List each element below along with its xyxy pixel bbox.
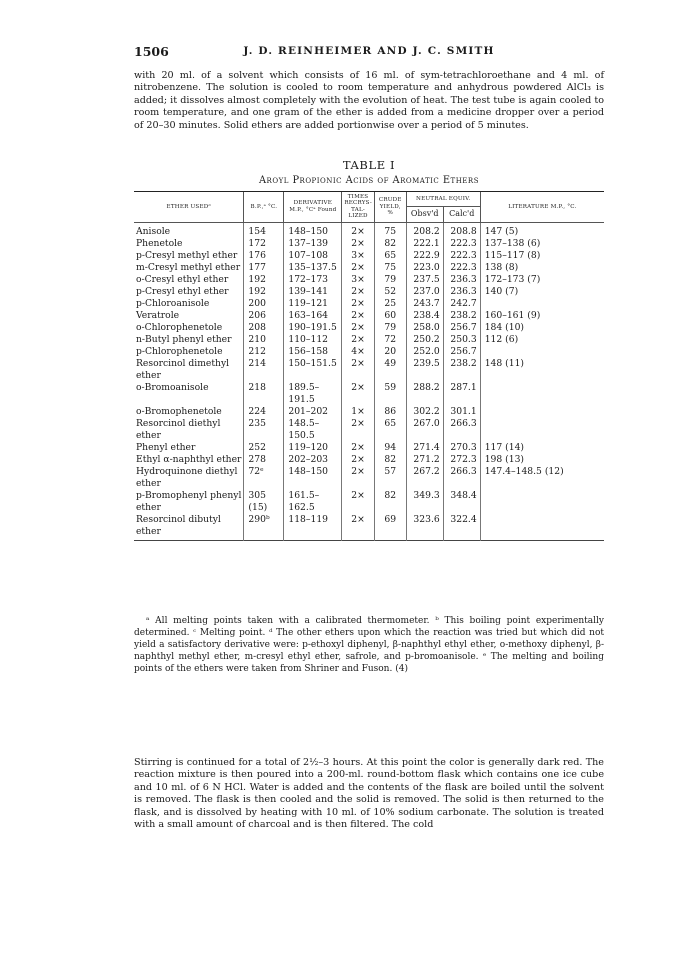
bp-cell: 200 xyxy=(244,298,284,310)
mp-cell: 107–108 xyxy=(284,250,342,262)
calculated-cell: 236.3 xyxy=(443,286,480,298)
literature-cell: 147 (5) xyxy=(480,222,604,238)
ether-cell: p-Cresyl ethyl ether xyxy=(136,285,229,297)
yield-cell: 72 xyxy=(374,334,406,346)
literature-cell xyxy=(480,490,604,514)
yield-cell: 20 xyxy=(374,346,406,358)
yield-cell: 49 xyxy=(374,358,406,382)
ether-cell: o-Bromophenetole xyxy=(136,405,222,417)
bp-cell: 172 xyxy=(244,238,284,250)
literature-cell: 148 (11) xyxy=(480,358,604,382)
bp-cell: 290ᵇ xyxy=(244,514,284,541)
table-caption xyxy=(134,158,604,186)
ether-cell: o-Bromoanisole xyxy=(136,381,209,393)
calculated-cell: 256.7 xyxy=(443,346,480,358)
literature-cell xyxy=(480,418,604,442)
ether-cell: Resorcinol dibutyl ether xyxy=(136,513,221,537)
recryst-cell: 1× xyxy=(342,406,374,418)
table-number: TABLE I xyxy=(342,158,396,172)
table-row xyxy=(134,358,604,382)
ether-cell: m-Cresyl methyl ether xyxy=(136,261,241,273)
ether-cell: Veratrole xyxy=(136,309,180,321)
col-yield-header: CRUDE YIELD, % xyxy=(374,192,406,223)
yield-cell: 65 xyxy=(374,418,406,442)
literature-cell: 140 (7) xyxy=(480,286,604,298)
yield-cell: 75 xyxy=(374,222,406,238)
observed-cell: 239.5 xyxy=(406,358,443,382)
bp-cell: 176 xyxy=(244,250,284,262)
table-row xyxy=(134,274,604,286)
bp-cell: 305 (15) xyxy=(244,490,284,514)
ether-cell: p-Cresyl methyl ether xyxy=(136,249,238,261)
ether-cell: o-Chlorophenetole xyxy=(136,321,223,333)
observed-cell: 223.0 xyxy=(406,262,443,274)
observed-cell: 252.0 xyxy=(406,346,443,358)
ether-cell: Phenyl ether xyxy=(136,441,196,453)
mp-cell: 119–121 xyxy=(284,298,342,310)
mp-cell: 137–139 xyxy=(284,238,342,250)
recryst-cell: 4× xyxy=(342,346,374,358)
ether-cell: p-Chloroanisole xyxy=(136,297,210,309)
bp-cell: 252 xyxy=(244,442,284,454)
calculated-cell: 238.2 xyxy=(443,358,480,382)
ether-cell: p-Bromophenyl phenyl ether xyxy=(136,489,242,513)
body-paragraph-bottom: Stirring is continued for a total of 2½–3 hours. At this point the color is generally dark red. The reaction mixture is then poured into a 200-ml. round-bottom flask which contains one ice cube and 10 ml. of 6 N HCl. Water is added and the contents of the flask are boiled until the solvent is removed. The flask is then cooled and the solid is removed. The solid is then returned to the flask, and is dissolved by heating with 10 ml. of 10% sodium carbonate. The solution is treated with a small amount of charcoal and is then filtered. The cold xyxy=(134,757,604,831)
calculated-cell: 266.3 xyxy=(443,466,480,490)
calculated-cell: 222.3 xyxy=(443,262,480,274)
mp-cell: 189.5–191.5 xyxy=(284,382,342,406)
bp-cell: 206 xyxy=(244,310,284,322)
mp-cell: 150–151.5 xyxy=(284,358,342,382)
table-body xyxy=(134,222,604,540)
table-row xyxy=(134,406,604,418)
bp-cell: 224 xyxy=(244,406,284,418)
recryst-cell: 2× xyxy=(342,238,374,250)
bp-cell: 235 xyxy=(244,418,284,442)
table-row xyxy=(134,382,604,406)
yield-cell: 94 xyxy=(374,442,406,454)
literature-cell xyxy=(480,382,604,406)
literature-cell: 137–138 (6) xyxy=(480,238,604,250)
recryst-cell: 2× xyxy=(342,442,374,454)
col-ether-header: ETHER USEDᵈ xyxy=(134,192,244,223)
table-row xyxy=(134,490,604,514)
table-row xyxy=(134,466,604,490)
literature-cell: 138 (8) xyxy=(480,262,604,274)
col-recryst-header: TIMES RECRYS-TAL-LIZED xyxy=(342,192,374,223)
calculated-cell: 222.3 xyxy=(443,238,480,250)
table-row xyxy=(134,442,604,454)
yield-cell: 65 xyxy=(374,250,406,262)
calculated-cell: 250.3 xyxy=(443,334,480,346)
calculated-cell: 266.3 xyxy=(443,418,480,442)
mp-cell: 190–191.5 xyxy=(284,322,342,334)
recryst-cell: 2× xyxy=(342,310,374,322)
bp-cell: 72ᵉ xyxy=(244,466,284,490)
ether-cell: Resorcinol dimethyl ether xyxy=(136,357,230,381)
col-bp-header: B.P.,ᵃ °C. xyxy=(244,192,284,223)
recryst-cell: 2× xyxy=(342,222,374,238)
observed-cell: 208.2 xyxy=(406,222,443,238)
mp-cell: 172–173 xyxy=(284,274,342,286)
literature-cell xyxy=(480,346,604,358)
literature-cell: 115–117 (8) xyxy=(480,250,604,262)
table-row xyxy=(134,222,604,238)
literature-cell: 184 (10) xyxy=(480,322,604,334)
literature-cell: 117 (14) xyxy=(480,442,604,454)
yield-cell: 79 xyxy=(374,274,406,286)
mp-cell: 163–164 xyxy=(284,310,342,322)
recryst-cell: 2× xyxy=(342,358,374,382)
mp-cell: 139–141 xyxy=(284,286,342,298)
recryst-cell: 2× xyxy=(342,382,374,406)
recryst-cell: 2× xyxy=(342,454,374,466)
bp-cell: 192 xyxy=(244,274,284,286)
mp-cell: 148–150 xyxy=(284,222,342,238)
observed-cell: 222.1 xyxy=(406,238,443,250)
ether-cell: Ethyl α-naphthyl ether xyxy=(136,453,242,465)
recryst-cell: 2× xyxy=(342,334,374,346)
yield-cell: 82 xyxy=(374,490,406,514)
literature-cell: 172–173 (7) xyxy=(480,274,604,286)
calculated-cell: 208.8 xyxy=(443,222,480,238)
table-row xyxy=(134,454,604,466)
yield-cell: 75 xyxy=(374,262,406,274)
observed-cell: 237.5 xyxy=(406,274,443,286)
calculated-cell: 287.1 xyxy=(443,382,480,406)
calculated-cell: 236.3 xyxy=(443,274,480,286)
calculated-cell: 242.7 xyxy=(443,298,480,310)
observed-cell: 237.0 xyxy=(406,286,443,298)
col-calculated-header: Calc'd xyxy=(443,207,480,222)
col-derivative-header: DERIVATIVE M.P., °Cᵃ Found xyxy=(284,192,342,223)
bp-cell: 218 xyxy=(244,382,284,406)
mp-cell: 118–119 xyxy=(284,514,342,541)
mp-cell: 119–120 xyxy=(284,442,342,454)
col-observed-header: Obsv'd xyxy=(406,207,443,222)
literature-cell: 112 (6) xyxy=(480,334,604,346)
ether-cell: Anisole xyxy=(136,225,171,237)
results-table xyxy=(134,191,604,541)
yield-cell: 25 xyxy=(374,298,406,310)
recryst-cell: 2× xyxy=(342,298,374,310)
literature-cell: 147.4–148.5 (12) xyxy=(480,466,604,490)
table-row xyxy=(134,286,604,298)
bp-cell: 210 xyxy=(244,334,284,346)
calculated-cell: 301.1 xyxy=(443,406,480,418)
yield-cell: 52 xyxy=(374,286,406,298)
yield-cell: 86 xyxy=(374,406,406,418)
table-title: Aroyl Propionic Acids of Aromatic Ethers xyxy=(258,175,479,186)
bp-cell: 212 xyxy=(244,346,284,358)
calculated-cell: 222.3 xyxy=(443,250,480,262)
recryst-cell: 2× xyxy=(342,262,374,274)
bp-cell: 154 xyxy=(244,222,284,238)
ether-cell: o-Cresyl ethyl ether xyxy=(136,273,229,285)
observed-cell: 250.2 xyxy=(406,334,443,346)
literature-cell: 160–161 (9) xyxy=(480,310,604,322)
literature-cell xyxy=(480,514,604,541)
table-row xyxy=(134,310,604,322)
yield-cell: 69 xyxy=(374,514,406,541)
recryst-cell: 2× xyxy=(342,418,374,442)
mp-cell: 148.5–150.5 xyxy=(284,418,342,442)
table-row xyxy=(134,418,604,442)
ether-cell: Phenetole xyxy=(136,237,183,249)
calculated-cell: 322.4 xyxy=(443,514,480,541)
ether-cell: n-Butyl phenyl ether xyxy=(136,333,232,345)
recryst-cell: 2× xyxy=(342,514,374,541)
bp-cell: 214 xyxy=(244,358,284,382)
mp-cell: 202–203 xyxy=(284,454,342,466)
mp-cell: 135–137.5 xyxy=(284,262,342,274)
mp-cell: 161.5–162.5 xyxy=(284,490,342,514)
literature-cell xyxy=(480,298,604,310)
calculated-cell: 272.3 xyxy=(443,454,480,466)
table-row xyxy=(134,250,604,262)
col-literature-header: LITERATURE M.P., °C. xyxy=(480,192,604,223)
observed-cell: 349.3 xyxy=(406,490,443,514)
yield-cell: 82 xyxy=(374,238,406,250)
bp-cell: 278 xyxy=(244,454,284,466)
bp-cell: 177 xyxy=(244,262,284,274)
literature-cell: 198 (13) xyxy=(480,454,604,466)
table-row xyxy=(134,334,604,346)
bp-cell: 208 xyxy=(244,322,284,334)
recryst-cell: 3× xyxy=(342,250,374,262)
table-row xyxy=(134,514,604,541)
bp-cell: 192 xyxy=(244,286,284,298)
page-number: 1506 xyxy=(134,44,169,59)
calculated-cell: 238.2 xyxy=(443,310,480,322)
observed-cell: 271.4 xyxy=(406,442,443,454)
table-row xyxy=(134,346,604,358)
ether-cell: p-Chlorophenetole xyxy=(136,345,223,357)
yield-cell: 79 xyxy=(374,322,406,334)
ether-cell: Hydroquinone diethyl ether xyxy=(136,465,238,489)
table-header xyxy=(134,192,604,223)
table-row xyxy=(134,322,604,334)
table-row xyxy=(134,238,604,250)
table-footnotes: ᵃ All melting points taken with a calibrated thermometer. ᵇ This boiling point experimentally determined. ᶜ Melting point. ᵈ The other ethers upon which the reaction was tried but which did not yield a satisfactory derivative were: p-ethoxyl diphenyl, β-naphthyl ethyl ether, o-methoxy diphenyl, β-naphthyl methyl ether, m-cresyl ethyl ether, safrole, and p-bromoanisole. ᵉ The melting and boiling points of the ethers were taken from Shriner and Fuson. (4) xyxy=(134,616,604,674)
observed-cell: 323.6 xyxy=(406,514,443,541)
recryst-cell: 2× xyxy=(342,322,374,334)
yield-cell: 57 xyxy=(374,466,406,490)
recryst-cell: 2× xyxy=(342,466,374,490)
calculated-cell: 270.3 xyxy=(443,442,480,454)
ether-cell: Resorcinol diethyl ether xyxy=(136,417,221,441)
recryst-cell: 2× xyxy=(342,286,374,298)
observed-cell: 238.4 xyxy=(406,310,443,322)
col-neutral-header: NEUTRAL EQUIV. xyxy=(406,192,480,207)
calculated-cell: 348.4 xyxy=(443,490,480,514)
observed-cell: 243.7 xyxy=(406,298,443,310)
table-row xyxy=(134,262,604,274)
yield-cell: 59 xyxy=(374,382,406,406)
body-paragraph-top: with 20 ml. of a solvent which consists of 16 ml. of sym-tetrachloroethane and 4 ml. of nitrobenzene. The solution is cooled to room temperature and anhydrous powdered AlCl₃ is added; it dissolves almost completely with the evolution of heat. The test tube is again cooled to room temperature, and one gram of the ether is added from a medicine dropper over a period of 20–30 minutes. Solid ethers are added portionwise over a period of 5 minutes. xyxy=(134,70,604,131)
table-row xyxy=(134,298,604,310)
running-title: J. D. REINHEIMER AND J. C. SMITH xyxy=(243,45,495,57)
yield-cell: 82 xyxy=(374,454,406,466)
observed-cell: 267.2 xyxy=(406,466,443,490)
literature-cell xyxy=(480,406,604,418)
yield-cell: 60 xyxy=(374,310,406,322)
observed-cell: 302.2 xyxy=(406,406,443,418)
page-header xyxy=(134,44,604,60)
observed-cell: 271.2 xyxy=(406,454,443,466)
mp-cell: 110–112 xyxy=(284,334,342,346)
observed-cell: 258.0 xyxy=(406,322,443,334)
observed-cell: 267.0 xyxy=(406,418,443,442)
observed-cell: 288.2 xyxy=(406,382,443,406)
calculated-cell: 256.7 xyxy=(443,322,480,334)
mp-cell: 201–202 xyxy=(284,406,342,418)
mp-cell: 156–158 xyxy=(284,346,342,358)
mp-cell: 148–150 xyxy=(284,466,342,490)
observed-cell: 222.9 xyxy=(406,250,443,262)
recryst-cell: 3× xyxy=(342,274,374,286)
recryst-cell: 2× xyxy=(342,490,374,514)
